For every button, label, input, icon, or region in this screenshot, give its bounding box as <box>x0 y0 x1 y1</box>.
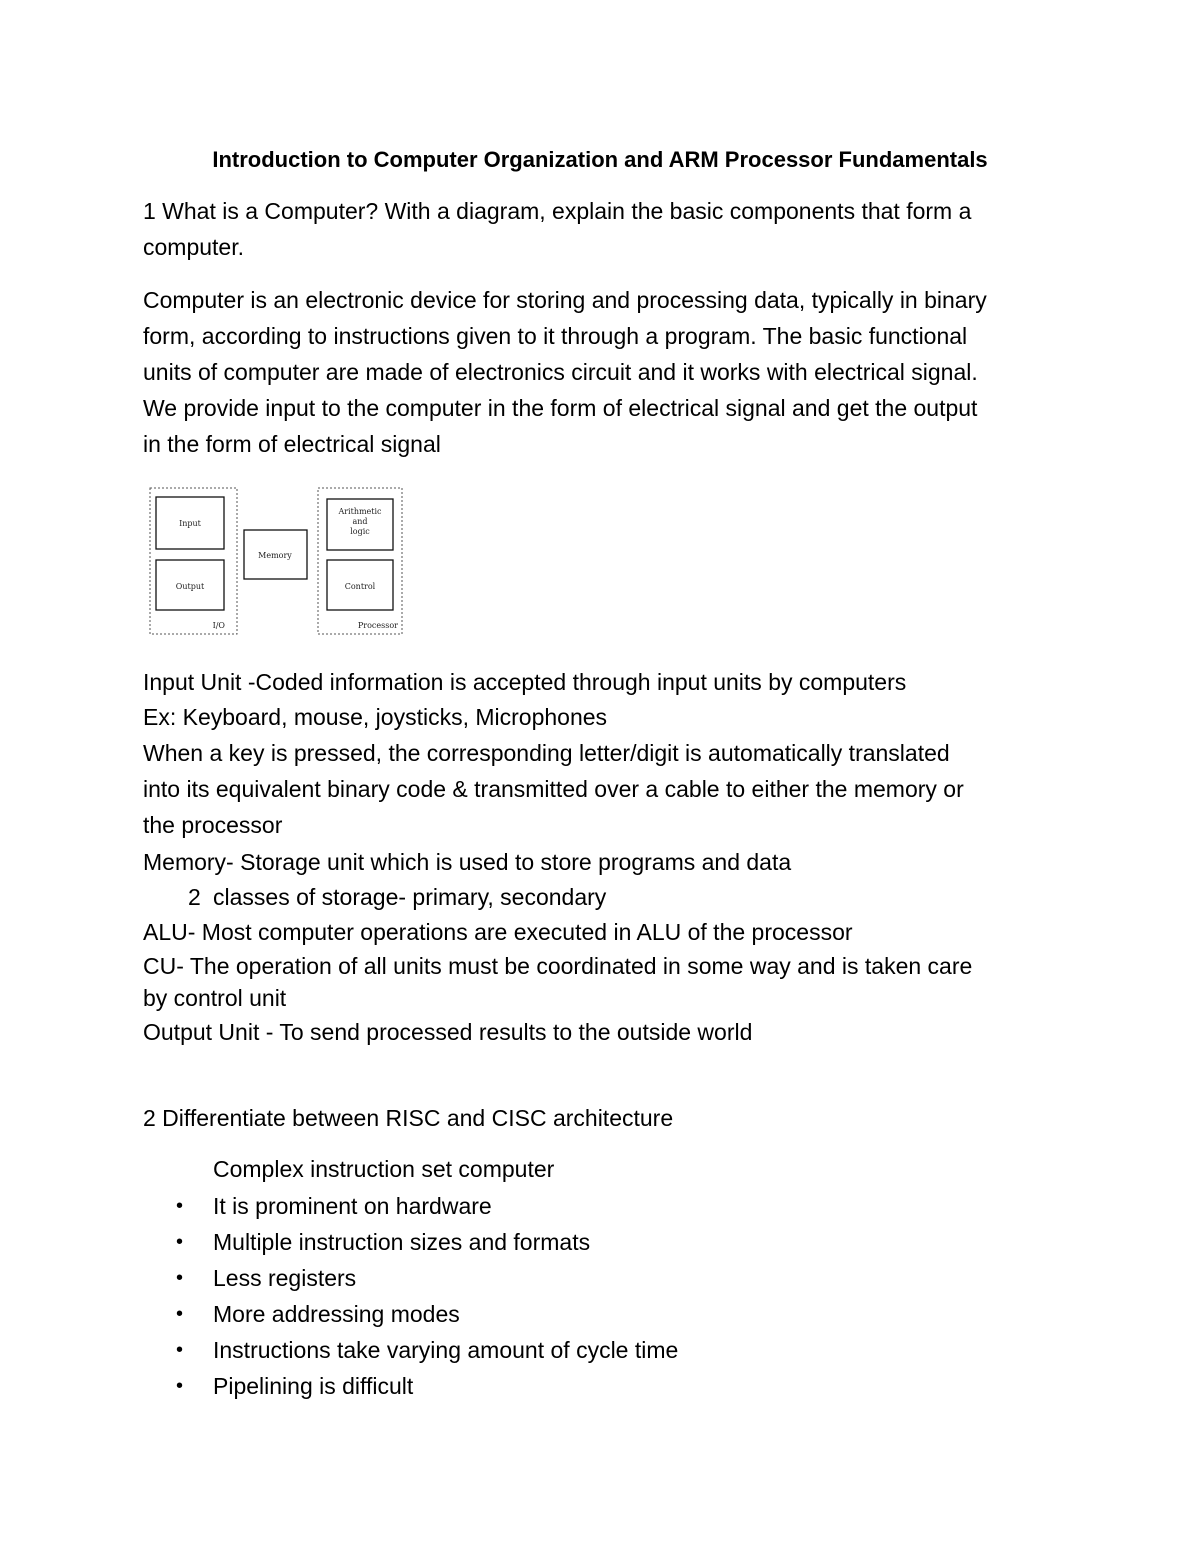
computer-components-diagram <box>143 483 408 641</box>
processor-label: Processor <box>357 621 398 630</box>
storage-classes-text: classes of storage- primary, secondary <box>213 884 607 910</box>
control-label: Control <box>344 582 376 591</box>
memory-text: Memory- Storage unit which is used to store programs and data <box>143 849 792 875</box>
cu-text-line-2: by control unit <box>143 985 287 1011</box>
list-item-text: Multiple instruction sizes and formats <box>213 1229 591 1255</box>
list-item <box>143 1224 678 1260</box>
output-unit-text: Output Unit - To send processed results to the outside world <box>143 1019 753 1045</box>
bullet-icon: • <box>176 1195 184 1217</box>
input-label: Input <box>179 519 201 528</box>
bullet-icon: • <box>176 1303 184 1325</box>
input-examples-text: Ex: Keyboard, mouse, joysticks, Microphones <box>143 704 608 730</box>
list-item <box>143 1260 678 1296</box>
list-item-text: Less registers <box>213 1265 357 1291</box>
key-press-line-2: into its equivalent binary code & transmitted over a cable to either the memory or <box>143 776 964 802</box>
storage-number: 2 <box>188 884 201 910</box>
answer-1-line: form, according to instructions given to it through a program. The basic functional <box>143 323 968 349</box>
alu-label-line-1: Arithmetic <box>338 507 382 516</box>
bullet-icon: • <box>176 1339 184 1361</box>
cisc-heading: Complex instruction set computer <box>213 1156 555 1182</box>
alu-text: ALU- Most computer operations are executed in ALU of the processor <box>143 919 853 945</box>
io-label: I/O <box>212 621 225 630</box>
list-item <box>143 1332 678 1368</box>
list-item-text: Instructions take varying amount of cycle time <box>213 1337 679 1363</box>
bullet-icon: • <box>176 1231 184 1253</box>
answer-1-line: units of computer are made of electronics circuit and it works with electrical signal. <box>143 359 978 385</box>
question-2: 2 Differentiate between RISC and CISC architecture <box>143 1105 674 1131</box>
answer-1-line: in the form of electrical signal <box>143 431 441 457</box>
document-title: Introduction to Computer Organization and ARM Processor Fundamentals <box>212 147 988 172</box>
bullet-icon: • <box>176 1375 184 1397</box>
list-item <box>143 1368 678 1404</box>
cisc-features-list <box>143 1188 678 1404</box>
input-unit-text: Input Unit -Coded information is accepted through input units by computers <box>143 669 907 695</box>
answer-1-paragraph <box>143 282 1073 462</box>
list-item <box>143 1296 678 1332</box>
key-press-line-1: When a key is pressed, the corresponding letter/digit is automatically translated <box>143 740 950 766</box>
cu-text-line-1: CU- The operation of all units must be coordinated in some way and is taken care <box>143 953 973 979</box>
list-item-text: More addressing modes <box>213 1301 460 1327</box>
question-1-line-2: computer. <box>143 234 244 260</box>
key-press-line-3: the processor <box>143 812 283 838</box>
answer-1-line: Computer is an electronic device for storing and processing data, typically in binary <box>143 287 987 313</box>
answer-1-line: We provide input to the computer in the form of electrical signal and get the output <box>143 395 978 421</box>
bullet-icon: • <box>176 1267 184 1289</box>
list-item-text: It is prominent on hardware <box>213 1193 492 1219</box>
memory-label: Memory <box>258 551 292 560</box>
alu-label-line-2: and <box>352 517 368 526</box>
question-1-line-1: 1 What is a Computer? With a diagram, explain the basic components that form a <box>143 198 972 224</box>
list-item <box>143 1188 678 1224</box>
list-item-text: Pipelining is difficult <box>213 1373 414 1399</box>
alu-label-line-3: logic <box>350 527 370 536</box>
output-label: Output <box>175 582 205 591</box>
